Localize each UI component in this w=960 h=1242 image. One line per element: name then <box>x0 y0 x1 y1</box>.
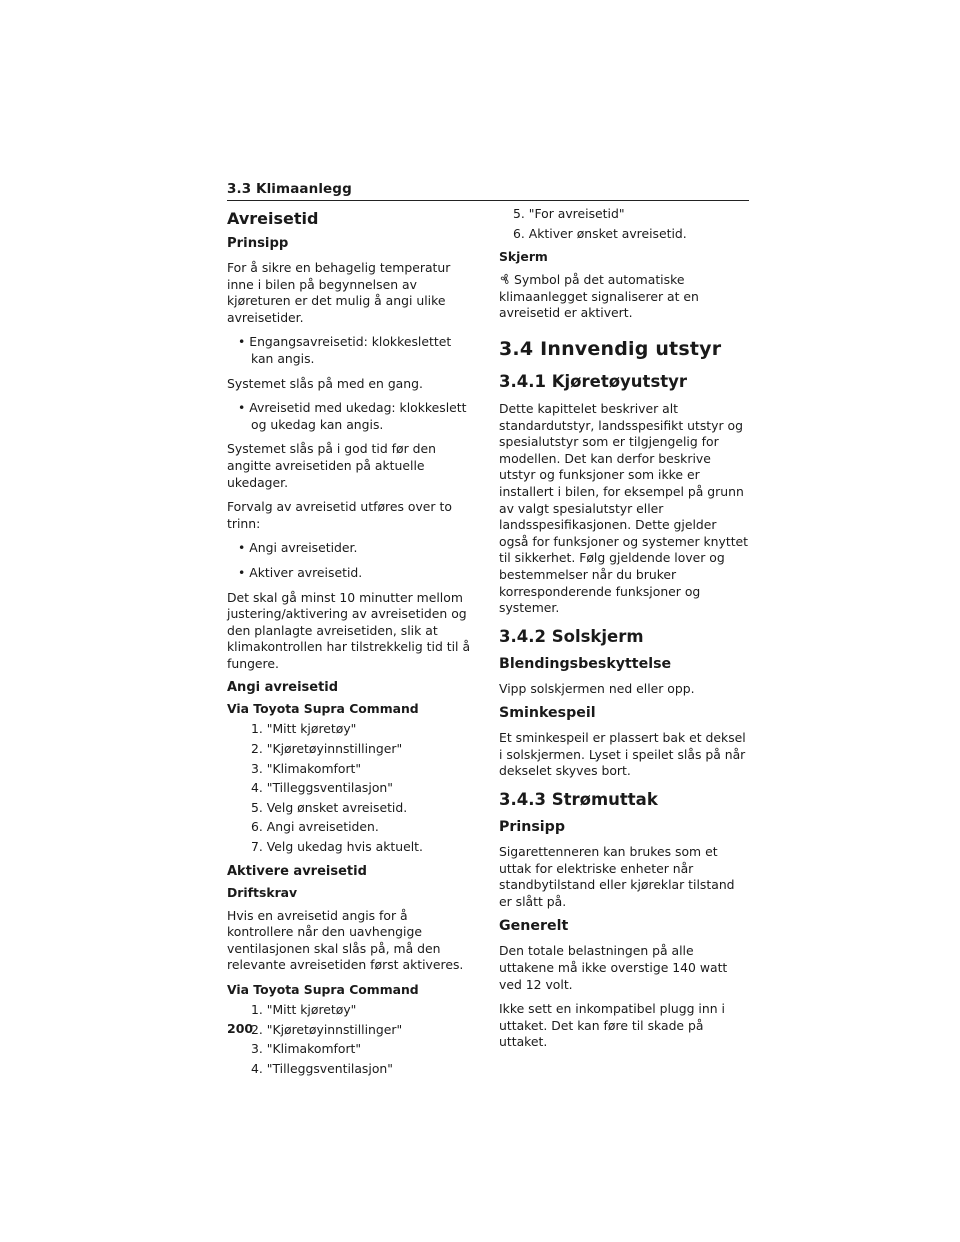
heading-via-2: Via Toyota Supra Command <box>227 982 419 997</box>
paragraph-prinsipp-stromuttak: Sigarettenneren kan brukes som et uttak for elektriske enheter når standbytilstand eller kjøreklar tilstand er slått på. <box>499 844 735 909</box>
skjerm-text: Symbol på det automatiske klimaanlegget signaliserer at en avreisetid er aktivert. <box>499 272 699 321</box>
heading-prinsipp-stromuttak: Prinsipp <box>499 819 565 836</box>
list-item: 1. "Mitt kjøretøy" <box>251 721 357 737</box>
list-item: 4. "Tilleggsventilasjon" <box>251 780 393 796</box>
list-item: 5. Velg ønsket avreisetid. <box>251 799 408 815</box>
heading-prinsipp: Prinsipp <box>227 236 289 251</box>
paragraph-generelt-2: Ikke sett en inkompatibel plugg inn i uttaket. Det kan føre til skade på uttaket. <box>499 1001 725 1050</box>
paragraph-blendingsbeskyttelse: Vipp solskjermen ned eller opp. <box>499 680 695 696</box>
bullet-aktiver: • Aktiver avreisetid. <box>238 564 363 580</box>
list-item: 3. "Klimakomfort" <box>251 760 362 776</box>
left-column <box>227 206 477 1080</box>
heading-skjerm: Skjerm <box>499 249 548 265</box>
list-item: 1. "Mitt kjøretøy" <box>251 1002 357 1017</box>
paragraph-intro: For å sikre en behagelig temperatur inne i bilen på begynnelsen av kjøreturen er det mulig å angi ulike avreisetider. <box>227 260 451 325</box>
list-item: 7. Velg ukedag hvis aktuelt. <box>251 839 423 855</box>
section-header-title: 3.3 Klimaanlegg <box>227 181 352 197</box>
heading-generelt: Generelt <box>499 918 569 935</box>
bullet-angi: • Angi avreisetider. <box>238 540 358 556</box>
paragraph-driftskrav: Hvis en avreisetid angis for å kontrollere når den uavhengige ventilasjonen skal slås på, må den relevante avreisetiden først aktiveres. <box>227 907 464 973</box>
heading-driftskrav: Driftskrav <box>227 884 298 900</box>
heading-via-1: Via Toyota Supra Command <box>227 701 419 717</box>
list-item: 3. "Klimakomfort" <box>251 1041 362 1057</box>
paragraph-kjoretoyutstyr: Dette kapittelet beskriver alt standardutstyr, landsspesifikt utstyr og spesialutstyr som er tilgjengelig for modellen. Det kan derfor beskrive utstyr og funksjoner som ikke er installert i bilen, for eksempel på grunn av valgt spesialutstyr eller landsspesifikasjonen. Dette gjelder også for funksjoner og systemer knyttet til sikkerhet. Følg gjeldende lover og bestemmelser når du bruker korresponderende funksjoner og systemer. <box>499 400 749 616</box>
paragraph-sminkespeil: Et sminkespeil er plassert bak et deksel i solskjermen. Lyset i speilet slås på når dekselet skyves bort. <box>499 730 746 779</box>
right-column <box>499 206 749 1059</box>
fan-icon <box>499 273 512 285</box>
bullet-engangsavreisetid: • Engangsavreisetid: klokkeslettet kan angis. <box>238 334 452 366</box>
paragraph-forvalg: Forvalg av avreisetid utføres over to trinn: <box>227 499 452 531</box>
section-header <box>227 178 749 201</box>
paragraph-generelt-1: Den totale belastningen på alle uttakene må ikke overstige 140 watt ved 12 volt. <box>499 943 728 992</box>
list-item: 6. Angi avreisetiden. <box>251 819 379 835</box>
heading-sminkespeil: Sminkespeil <box>499 705 596 722</box>
paragraph-after-bullet2: Systemet slås på i god tid før den angitte avreisetiden på aktuelle ukedager. <box>227 441 436 490</box>
list-item: 4. "Tilleggsventilasjon" <box>251 1060 393 1076</box>
paragraph-minst: Det skal gå minst 10 minutter mellom justering/aktivering av avreisetiden og den planlagte avreisetiden, slik at klimakontrollen har tilstrekkelig tid til å fungere. <box>227 589 471 671</box>
paragraph-after-bullet1: Systemet slås på med en gang. <box>227 375 423 391</box>
heading-avreisetid: Avreisetid <box>227 209 319 228</box>
heading-blendingsbeskyttelse: Blendingsbeskyttelse <box>499 655 672 672</box>
list-item: 2. "Kjøretøyinnstillinger" <box>251 741 403 757</box>
heading-section-3-4-2: 3.4.2 Solskjerm <box>499 626 644 646</box>
heading-section-3-4: 3.4 Innvendig utstyr <box>499 337 722 360</box>
paragraph-skjerm <box>499 272 749 322</box>
page-number: 200 <box>227 1021 254 1036</box>
heading-aktivere-avreisetid: Aktivere avreisetid <box>227 863 367 879</box>
list-item: 6. Aktiver ønsket avreisetid. <box>513 225 687 241</box>
heading-section-3-4-1: 3.4.1 Kjøretøyutstyr <box>499 371 688 391</box>
list-item: 5. "For avreisetid" <box>513 206 625 221</box>
bullet-ukedag: • Avreisetid med ukedag: klokkeslett og ukedag kan angis. <box>238 400 467 432</box>
list-item: 2. "Kjøretøyinnstillinger" <box>251 1021 403 1037</box>
heading-angi-avreisetid: Angi avreisetid <box>227 680 339 696</box>
heading-section-3-4-3: 3.4.3 Strømuttak <box>499 790 658 810</box>
